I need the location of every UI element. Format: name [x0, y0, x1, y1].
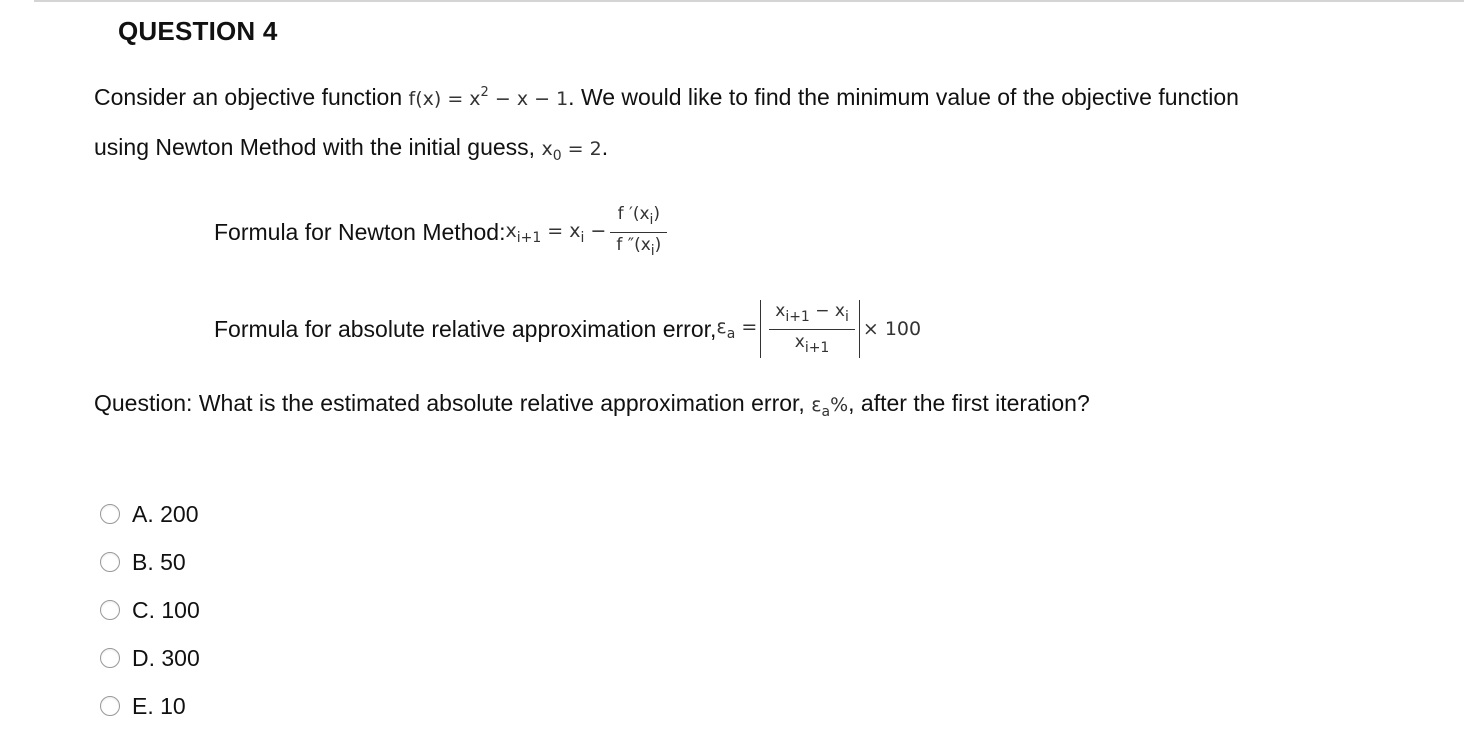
prompt-text: Question: What is the estimated absolute relative approximation error,	[94, 390, 812, 416]
error-denominator: $x_{i+1}$	[794, 331, 830, 356]
prompt-text-end: , after the first iteration?	[848, 390, 1090, 416]
choice-a-label[interactable]: A. 200	[132, 500, 199, 527]
newton-numerator: f $'(x_i)$	[617, 204, 661, 228]
intro-text-cont: . We would like to find the minimum value of the objective function	[568, 84, 1239, 110]
newton-fraction	[610, 202, 667, 263]
question-intro-line2: using Newton Method with the initial guess, $x_0 = 2$.	[94, 134, 609, 164]
choice-b-label[interactable]: B. 50	[132, 548, 186, 575]
choice-d-label[interactable]: D. 300	[132, 644, 200, 671]
newton-formula	[214, 202, 667, 263]
choice-c-label[interactable]: C. 100	[132, 596, 200, 623]
radio-button-c[interactable]	[100, 600, 120, 620]
choice-a[interactable]	[100, 490, 200, 538]
prompt-epsilon: $\varepsilon_a\%$	[811, 394, 849, 420]
intro-text: Consider an objective function	[94, 84, 409, 110]
error-numerator: $x_{i+1} - x_i$	[775, 300, 849, 325]
newton-formula-label: Formula for Newton Method:	[214, 219, 506, 245]
choice-e[interactable]	[100, 682, 200, 730]
question-prompt	[94, 390, 1090, 420]
radio-button-e[interactable]	[100, 696, 120, 716]
newton-lhs: $x_{i+1} = x_i$ −	[505, 219, 607, 246]
error-formula-label: Formula for absolute relative approximation error,	[214, 315, 717, 342]
choice-d[interactable]	[100, 634, 200, 682]
error-epsilon: $\varepsilon_a$ =	[716, 316, 758, 342]
radio-button-a[interactable]	[100, 504, 120, 524]
absolute-value	[760, 300, 860, 358]
choice-e-label[interactable]: E. 10	[132, 692, 186, 719]
top-divider	[34, 0, 1464, 2]
error-times-100: × 100	[862, 318, 922, 340]
radio-button-b[interactable]	[100, 552, 120, 572]
answer-choices	[100, 490, 200, 730]
newton-denominator: f $''(x_i)$	[616, 235, 662, 259]
question-title: QUESTION 4	[118, 16, 278, 46]
initial-guess: $x_0 = 2$	[541, 138, 602, 164]
choice-b[interactable]	[100, 538, 200, 586]
error-fraction	[769, 299, 855, 360]
objective-function: $f(x) = x^2 - x - 1$	[408, 85, 569, 110]
error-formula	[214, 300, 921, 358]
radio-button-d[interactable]	[100, 648, 120, 668]
choice-c[interactable]	[100, 586, 200, 634]
intro-line2-text: using Newton Method with the initial guess,	[94, 134, 542, 160]
question-intro-line1	[94, 84, 1239, 111]
